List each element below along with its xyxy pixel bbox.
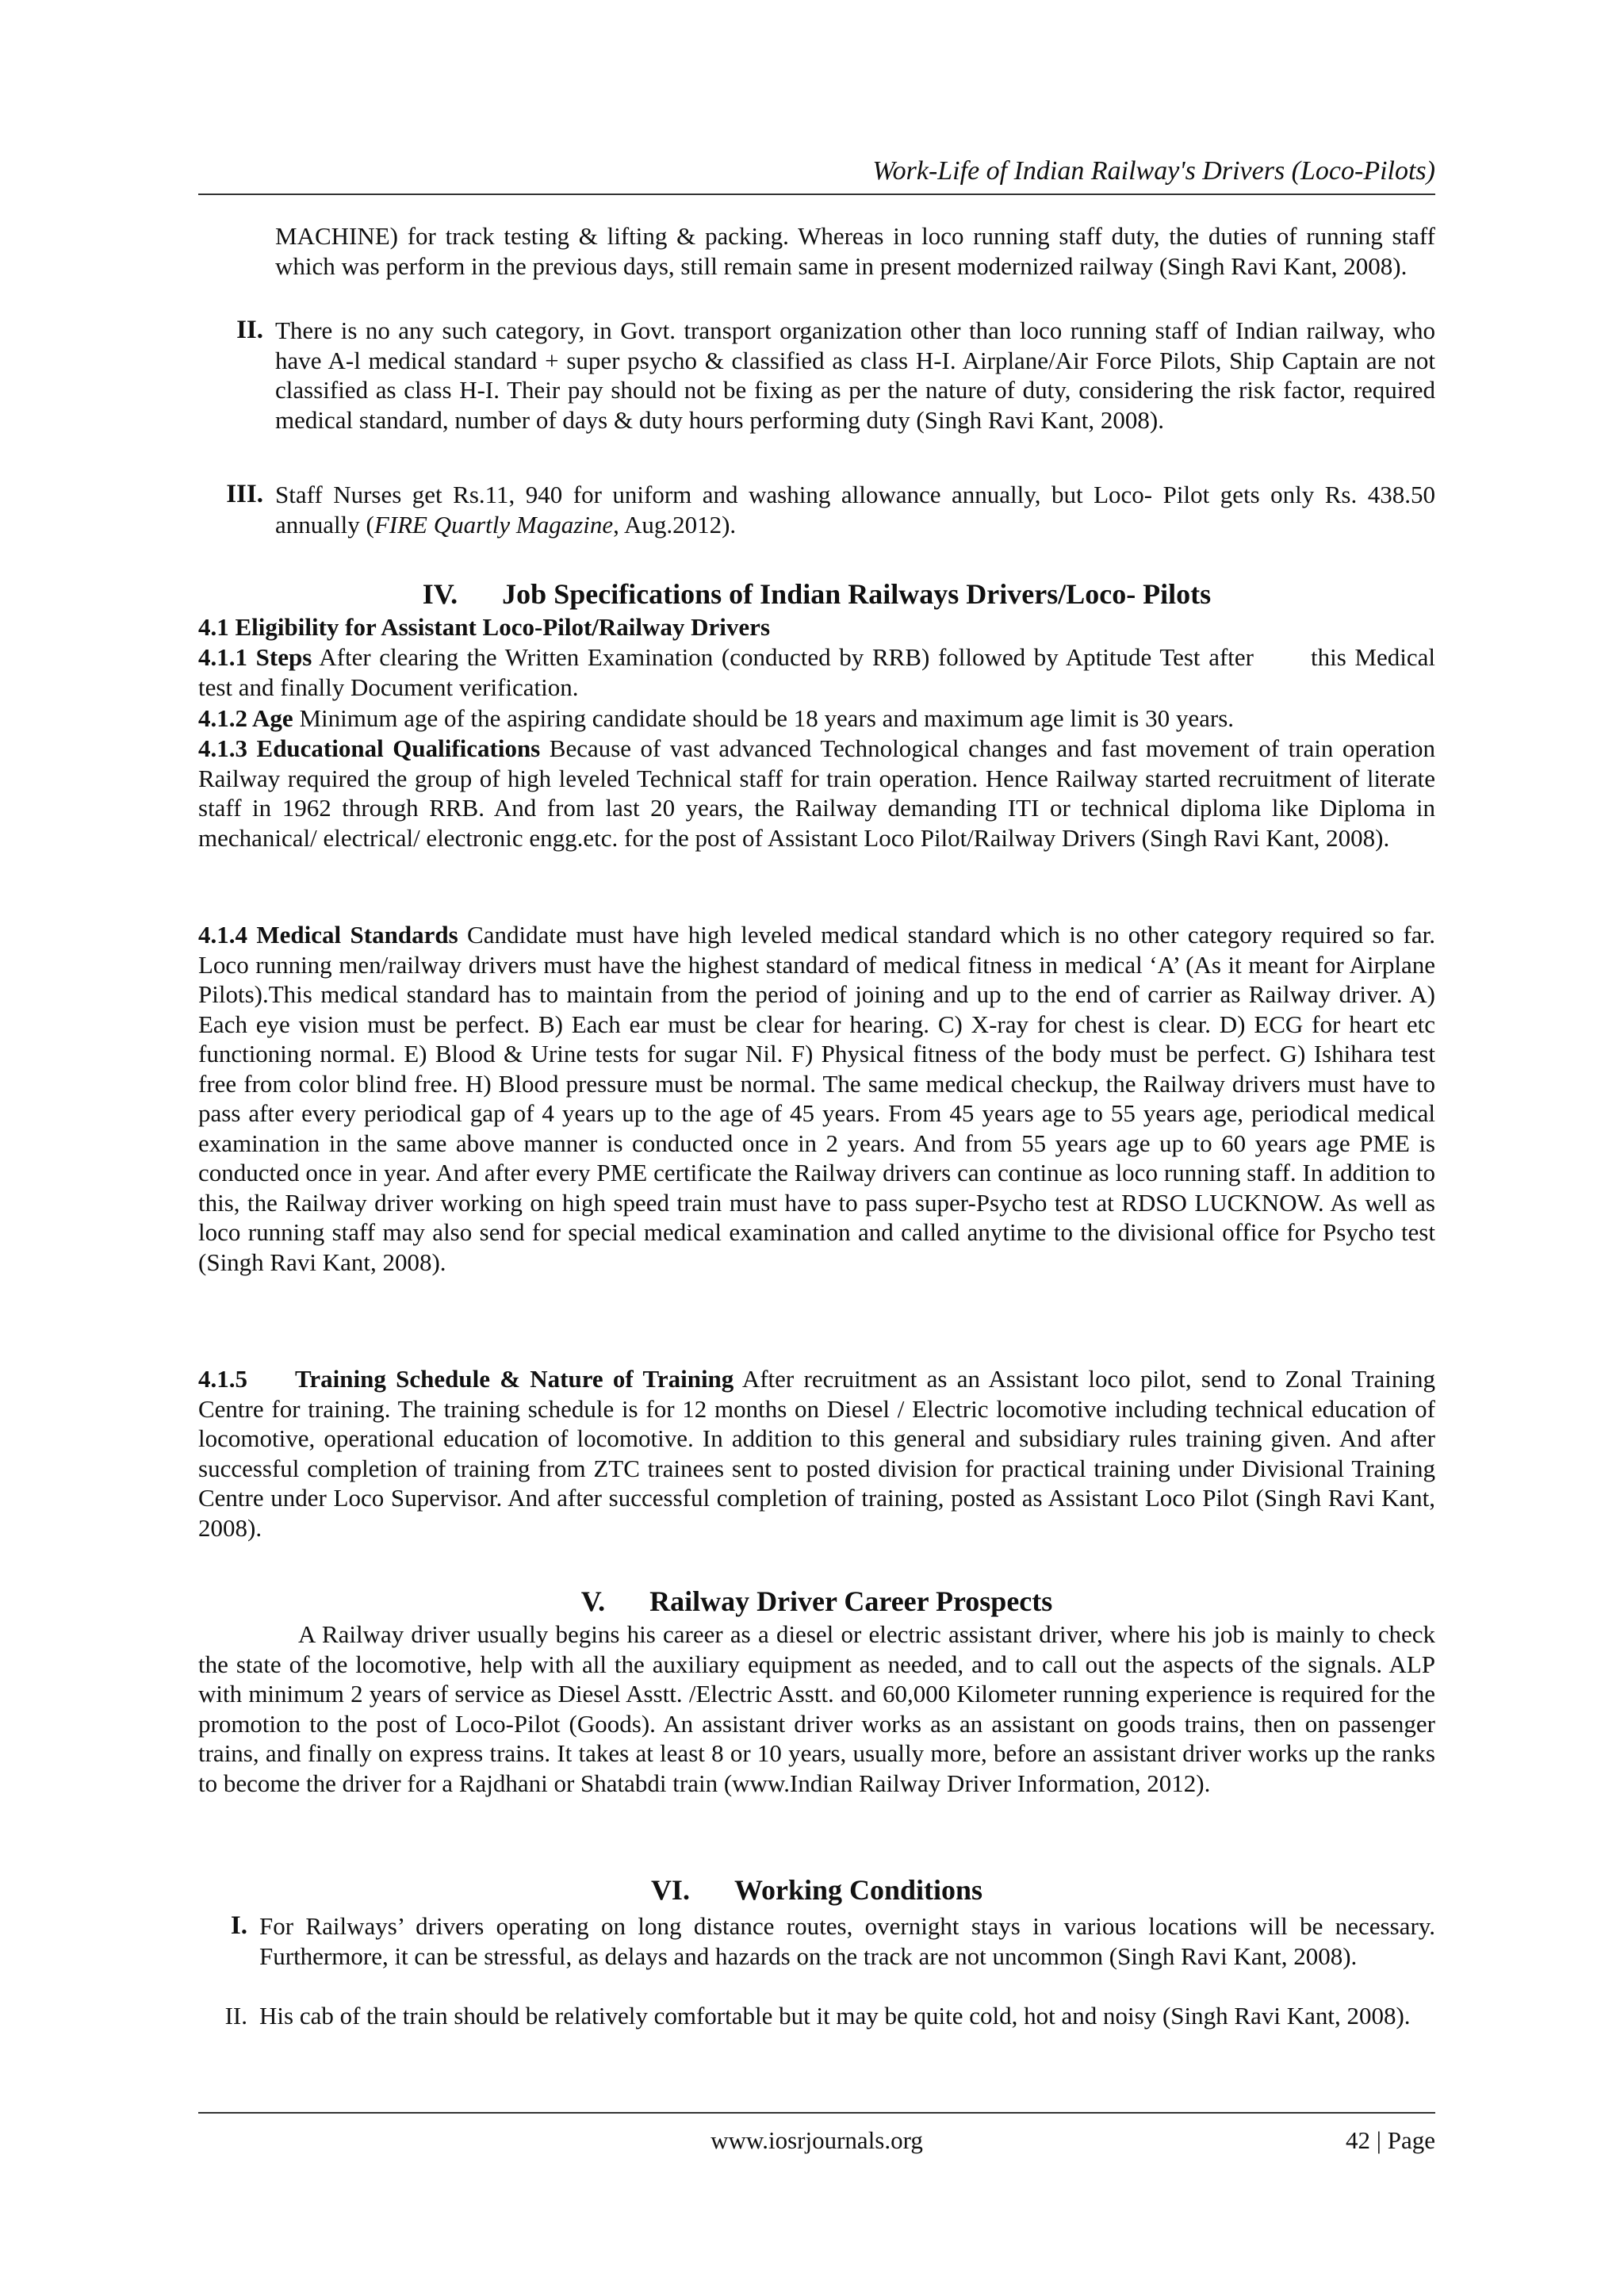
section-number: VI. [650,1874,690,1906]
footer-website: www.iosrjournals.org [710,2126,923,2154]
list-item-text: There is no any such category, in Govt. transport organization other than loco running staff of Indian railway, who have A-l medical standard + super psycho & classified as class H-I. Airplane/Air Force Pilots, Ship Captain are not classified as class H-I. Their pay should not be fixing as per the nature of duty, considering the risk factor, required medical standard, number of days & duty hours performing duty (Singh Ravi Kant, 2008). [275,316,1435,434]
paragraph-medical: 4.1.4 Medical Standards Candidate must have high leveled medical standard which is no other category required so far. Loco running men/railway drivers must have the highest standard of medical fitness in medical ‘A’ (As it meant for Airplane Pilots).This medical standard has to maintain from the period of joining and up to the end of carrier as Railway driver. A) Each eye vision must be perfect. B) Each ear must be clear for hearing. C) X-ray for chest is clear. D) ECG for heart etc functioning normal. E) Blood & Urine tests for sugar Nil. F) Physical fitness of the body must be perfect. G) Ishihara test free from color blind free. H) Blood pressure must be normal. The same medical checkup, the Railway drivers must have to pass after every periodical gap of 4 years up to the age of 45 years. From 45 years age to 55 years age, periodical medical examination in the same above manner is conducted once in 2 years. And from 55 years age up to 60 years age PME is conducted once in year. And after every PME certificate the Railway drivers can continue as loco running staff. In addition to this, the Railway driver working on high speed train must have to pass super-Psycho test at RDSO LUCKNOW. As well as loco running staff may also send for special medical examination and called anytime to the divisional office for Psycho test (Singh Ravi Kant, 2008). [198,921,1435,1276]
section-title: Railway Driver Career Prospects [649,1585,1053,1617]
running-header: Work-Life of Indian Railway's Drivers (Loco-Pilots) [872,156,1435,186]
magazine-title: FIRE Quartly Magazine [373,510,614,539]
paragraph-education: 4.1.3 Educational Qualifications Because of vast advanced Technological changes and fast movement of train operation Railway required the group of high leveled Technical staff for train operation. Hence Railway started recruitment of literate staff in 1962 through RRB. And from last 20 years, the Railway demanding ITI or technical diploma like Diploma in mechanical/ electrical/ electronic engg.etc. for the post of Assistant Loco Pilot/Railway Drivers (Singh Ravi Kant, 2008). [198,734,1435,852]
medical-label: 4.1.4 Medical Standards [198,921,458,949]
section-title: Working Conditions [733,1874,983,1906]
subsection-heading: 4.1 Eligibility for Assistant Loco-Pilot/Railway Drivers [198,613,771,641]
paragraph-age: 4.1.2 Age Minimum age of the aspiring candidate should be 18 years and maximum age limit is 30 years. [198,704,1235,732]
section-heading-vi [198,1873,1435,1907]
list-item-text: For Railways’ drivers operating on long distance routes, overnight stays in various locations will be necessary. Furthermore, it can be stressful, as delays and hazards on the track are not uncommon (Singh Ravi Kant, 2008). [259,1912,1435,1970]
list-item [198,316,1435,435]
footer-page-number: 42 | Page [1346,2126,1435,2154]
list-item [198,1911,1435,1971]
training-label: Training Schedule & Nature of Training [295,1365,734,1393]
section-number: IV. [422,578,458,610]
paragraph-career: A Railway driver usually begins his career as a diesel or electric assistant driver, where his job is mainly to check the state of the locomotive, help with all the auxiliary equipment as needed, and to call out the aspects of the signals. ALP with minimum 2 years of service as Diesel Asstt. /Electric Asstt. and 60,000 Kilometer running experience is required for the promotion to the post of Loco-Pilot (Goods). An assistant driver works as an assistant on goods trains, then on passenger trains, and finally on express trains. It takes at least 8 or 10 years, usually more, before an assistant driver works up the ranks to become the driver for a Rajdhani or Shatabdi train (www.Indian Railway Driver Information, 2012). [198,1620,1435,1797]
list-item-number: II. [224,2002,247,2030]
paragraph-training: 4.1.5 Training Schedule & Nature of Training After recruitment as an Assistant loco pilot, send to Zonal Training Centre for training. The training schedule is for 12 months on Diesel / Electric locomotive including technical education of locomotive, operational education of locomotive. In addition to this general and subsidiary rules training given. And after successful completion of training from ZTC trainees sent to posted division for practical training under Divisional Training Centre under Loco Supervisor. And after successful completion of training, posted as Assistant Loco Pilot (Singh Ravi Kant, 2008). [198,1365,1435,1542]
age-label: 4.1.2 Age [198,704,293,732]
list-item-number: I. [230,1911,247,1940]
training-number: 4.1.5 [198,1365,247,1393]
steps-label: 4.1.1 Steps [198,643,312,671]
header-rule [198,194,1435,195]
section-heading-iv [198,577,1435,611]
section-heading-v [198,1585,1435,1618]
paragraph-steps: 4.1.1 Steps After clearing the Written Examination (conducted by RRB) followed by Aptitude Test after this Medical test and finally Document verification. [198,643,1435,701]
list-item-text: His cab of the train should be relatively comfortable but it may be quite cold, hot and noisy (Singh Ravi Kant, 2008). [259,2002,1411,2030]
list-item [198,2001,1435,2031]
section-title: Job Specifications of Indian Railways Drivers/Loco- Pilots [502,578,1212,610]
list-continuation: MACHINE) for track testing & lifting & packing. Whereas in loco running staff duty, the duties of running staff which was perform in the previous days, still remain same in present modernized railway (Singh Ravi Kant, 2008). [275,222,1435,280]
section-number: V. [580,1585,606,1617]
list-item [198,480,1435,539]
list-item-number: II. [236,316,263,344]
education-label: 4.1.3 Educational Qualifications [198,734,541,762]
list-item-text: Staff Nurses get Rs.11, 940 for uniform and washing allowance annually, but Loco- Pilot gets only Rs. 438.50 annually (FIRE Quartly Magazine, Aug.2012). [275,481,1435,539]
list-item-number: III. [226,480,263,508]
footer-rule [198,2112,1435,2114]
